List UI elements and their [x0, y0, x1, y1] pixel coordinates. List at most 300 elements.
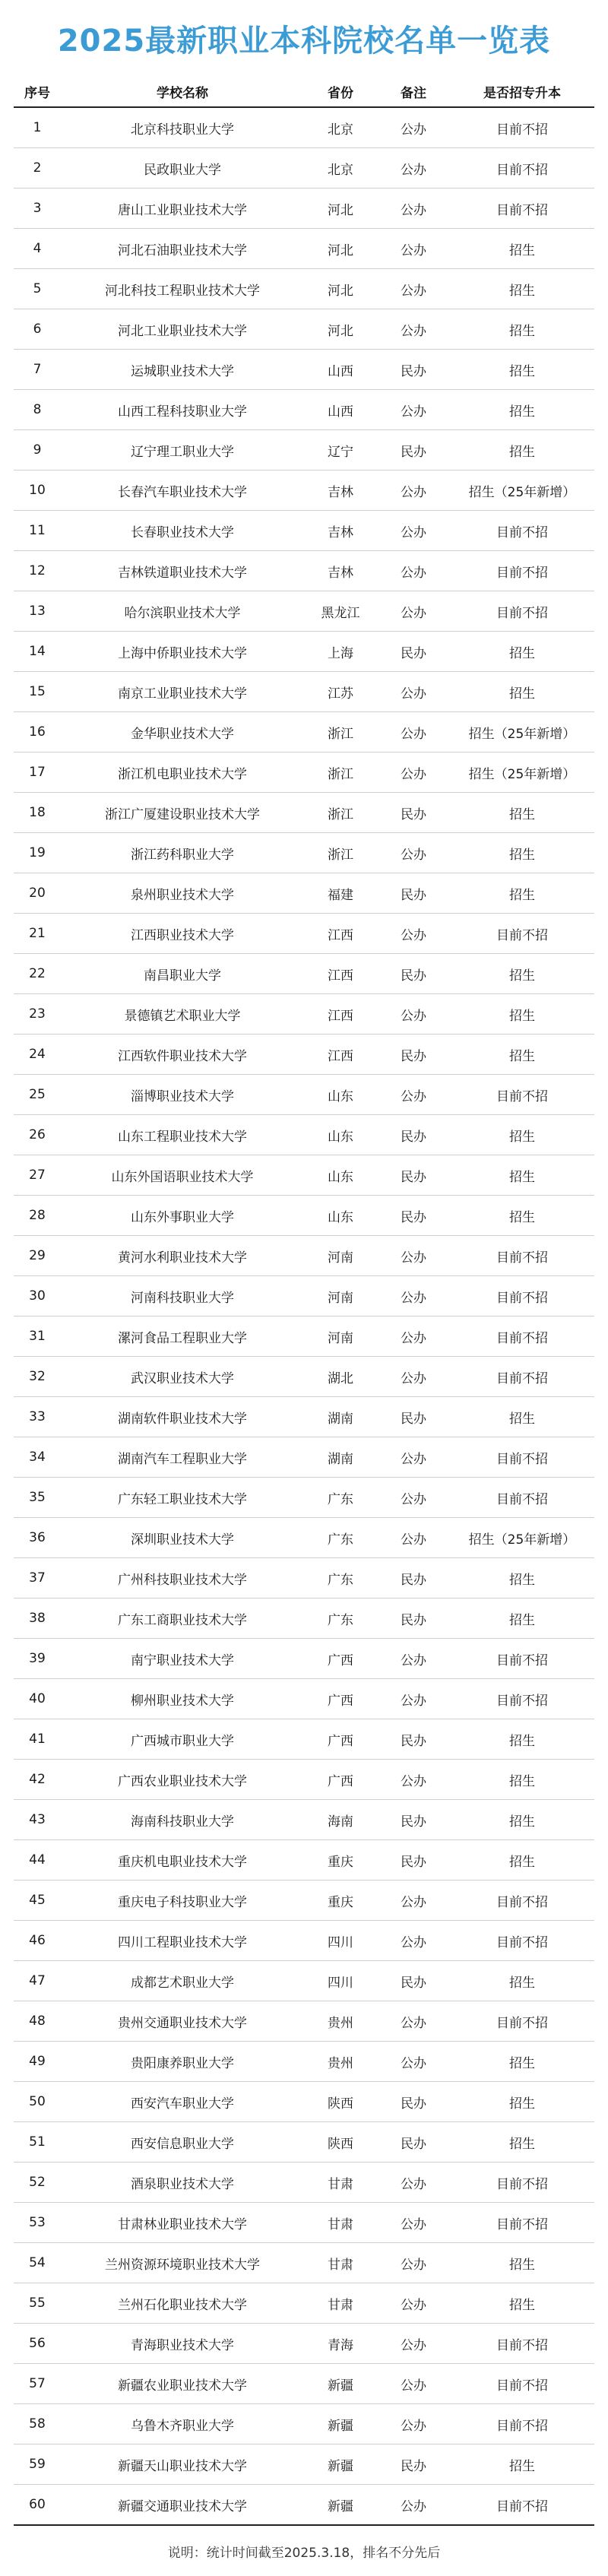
cell-province: 浙江 [304, 753, 377, 793]
cell-note: 公办 [377, 1236, 450, 1276]
header-no: 序号 [14, 76, 61, 107]
cell-no: 18 [14, 793, 61, 833]
cell-recruit-status: 招生 [450, 1115, 594, 1155]
cell-no: 24 [14, 1035, 61, 1075]
cell-school-name: 广东轻工职业技术大学 [61, 1478, 304, 1518]
footer-note: 说明：统计时间截至2025.3.18，排名不分先后 [167, 2545, 441, 2561]
cell-school-name: 贵阳康养职业大学 [61, 2042, 304, 2082]
cell-recruit-status: 目前不招 [450, 2364, 594, 2404]
cell-note: 公办 [377, 1921, 450, 1961]
cell-no: 44 [14, 1840, 61, 1881]
cell-recruit-status: 招生 [450, 1397, 594, 1437]
cell-recruit-status: 招生 [450, 632, 594, 672]
cell-no: 53 [14, 2203, 61, 2243]
cell-province: 河南 [304, 1236, 377, 1276]
cell-no: 36 [14, 1518, 61, 1558]
cell-recruit-status: 招生 [450, 1840, 594, 1881]
cell-province: 新疆 [304, 2364, 377, 2404]
table-row [14, 1719, 594, 1760]
cell-no: 60 [14, 2485, 61, 2526]
table-row [14, 229, 594, 269]
table-row [14, 2082, 594, 2122]
header-name: 学校名称 [61, 76, 304, 107]
cell-province: 海南 [304, 1800, 377, 1840]
cell-no: 25 [14, 1075, 61, 1115]
cell-no: 20 [14, 873, 61, 914]
cell-school-name: 新疆交通职业技术大学 [61, 2485, 304, 2526]
cell-recruit-status: 招生 [450, 1558, 594, 1599]
cell-school-name: 山西工程科技职业大学 [61, 390, 304, 430]
cell-no: 31 [14, 1317, 61, 1357]
cell-no: 14 [14, 632, 61, 672]
cell-recruit-status: 招生（25年新增） [450, 471, 594, 511]
cell-province: 北京 [304, 148, 377, 189]
cell-note: 公办 [377, 1075, 450, 1115]
cell-school-name: 哈尔滨职业技术大学 [61, 591, 304, 632]
cell-province: 山东 [304, 1115, 377, 1155]
cell-note: 民办 [377, 430, 450, 471]
cell-note: 民办 [377, 793, 450, 833]
cell-province: 浙江 [304, 833, 377, 873]
cell-note: 公办 [377, 753, 450, 793]
header-recruit: 是否招专升本 [450, 76, 594, 107]
cell-province: 重庆 [304, 1840, 377, 1881]
cell-recruit-status: 目前不招 [450, 107, 594, 148]
cell-no: 52 [14, 2163, 61, 2203]
cell-note: 民办 [377, 1155, 450, 1196]
cell-school-name: 运城职业技术大学 [61, 350, 304, 390]
cell-province: 甘肃 [304, 2163, 377, 2203]
cell-recruit-status: 招生（25年新增） [450, 1518, 594, 1558]
cell-province: 甘肃 [304, 2283, 377, 2324]
cell-note: 公办 [377, 1760, 450, 1800]
header-province: 省份 [304, 76, 377, 107]
cell-school-name: 江西职业技术大学 [61, 914, 304, 954]
cell-no: 40 [14, 1679, 61, 1719]
cell-school-name: 广西农业职业技术大学 [61, 1760, 304, 1800]
cell-province: 贵州 [304, 2001, 377, 2042]
cell-province: 湖北 [304, 1357, 377, 1397]
university-table [14, 76, 594, 2526]
header-note: 备注 [377, 76, 450, 107]
cell-no: 37 [14, 1558, 61, 1599]
cell-recruit-status: 目前不招 [450, 914, 594, 954]
cell-note: 公办 [377, 2404, 450, 2445]
cell-province: 湖南 [304, 1397, 377, 1437]
cell-recruit-status: 目前不招 [450, 1437, 594, 1478]
cell-no: 9 [14, 430, 61, 471]
cell-note: 公办 [377, 2243, 450, 2283]
header-row [14, 76, 594, 107]
table-row [14, 511, 594, 551]
cell-note: 公办 [377, 1437, 450, 1478]
table-row [14, 1961, 594, 2001]
cell-province: 山东 [304, 1155, 377, 1196]
table-row [14, 2445, 594, 2485]
cell-no: 15 [14, 672, 61, 712]
table-row [14, 1236, 594, 1276]
cell-note: 公办 [377, 2042, 450, 2082]
table-row [14, 954, 594, 994]
table-row [14, 2203, 594, 2243]
cell-note: 公办 [377, 1317, 450, 1357]
table-row [14, 2163, 594, 2203]
cell-school-name: 辽宁理工职业大学 [61, 430, 304, 471]
cell-province: 江苏 [304, 672, 377, 712]
cell-recruit-status: 目前不招 [450, 189, 594, 229]
cell-school-name: 重庆电子科技职业大学 [61, 1881, 304, 1921]
table-row [14, 1075, 594, 1115]
cell-school-name: 景德镇艺术职业大学 [61, 994, 304, 1035]
table-row [14, 1840, 594, 1881]
cell-province: 黑龙江 [304, 591, 377, 632]
table-row [14, 2404, 594, 2445]
cell-school-name: 新疆天山职业技术大学 [61, 2445, 304, 2485]
table-row [14, 430, 594, 471]
cell-note: 公办 [377, 2324, 450, 2364]
cell-note: 民办 [377, 1840, 450, 1881]
cell-recruit-status: 招生 [450, 1155, 594, 1196]
cell-school-name: 湖南汽车工程职业大学 [61, 1437, 304, 1478]
cell-province: 广西 [304, 1760, 377, 1800]
cell-no: 16 [14, 712, 61, 753]
cell-school-name: 武汉职业技术大学 [61, 1357, 304, 1397]
cell-school-name: 长春职业技术大学 [61, 511, 304, 551]
table-row [14, 148, 594, 189]
cell-province: 陕西 [304, 2122, 377, 2163]
cell-province: 上海 [304, 632, 377, 672]
cell-no: 47 [14, 1961, 61, 2001]
cell-no: 7 [14, 350, 61, 390]
cell-no: 22 [14, 954, 61, 994]
cell-recruit-status: 目前不招 [450, 1075, 594, 1115]
cell-school-name: 民政职业大学 [61, 148, 304, 189]
cell-province: 新疆 [304, 2404, 377, 2445]
cell-no: 43 [14, 1800, 61, 1840]
cell-school-name: 贵州交通职业技术大学 [61, 2001, 304, 2042]
cell-no: 13 [14, 591, 61, 632]
table-row [14, 753, 594, 793]
cell-school-name: 南昌职业大学 [61, 954, 304, 994]
table-row [14, 269, 594, 309]
cell-recruit-status: 目前不招 [450, 1276, 594, 1317]
cell-no: 49 [14, 2042, 61, 2082]
table-row [14, 712, 594, 753]
cell-recruit-status: 目前不招 [450, 591, 594, 632]
cell-school-name: 山东外国语职业技术大学 [61, 1155, 304, 1196]
table-row [14, 1679, 594, 1719]
cell-note: 民办 [377, 632, 450, 672]
cell-note: 公办 [377, 148, 450, 189]
cell-school-name: 金华职业技术大学 [61, 712, 304, 753]
cell-note: 公办 [377, 1478, 450, 1518]
cell-school-name: 河北科技工程职业技术大学 [61, 269, 304, 309]
table-row [14, 833, 594, 873]
cell-no: 28 [14, 1196, 61, 1236]
cell-school-name: 黄河水利职业技术大学 [61, 1236, 304, 1276]
cell-recruit-status: 目前不招 [450, 1357, 594, 1397]
table-row [14, 2001, 594, 2042]
cell-school-name: 广西城市职业大学 [61, 1719, 304, 1760]
cell-note: 民办 [377, 1035, 450, 1075]
table-row [14, 1558, 594, 1599]
cell-recruit-status: 招生 [450, 229, 594, 269]
cell-school-name: 南京工业职业技术大学 [61, 672, 304, 712]
table-row [14, 1921, 594, 1961]
cell-note: 公办 [377, 2203, 450, 2243]
cell-province: 辽宁 [304, 430, 377, 471]
cell-no: 17 [14, 753, 61, 793]
cell-recruit-status: 招生 [450, 1599, 594, 1639]
cell-school-name: 兰州石化职业技术大学 [61, 2283, 304, 2324]
cell-recruit-status: 招生 [450, 873, 594, 914]
cell-province: 广西 [304, 1679, 377, 1719]
cell-school-name: 西安汽车职业大学 [61, 2082, 304, 2122]
cell-no: 30 [14, 1276, 61, 1317]
cell-recruit-status: 招生 [450, 1035, 594, 1075]
cell-note: 民办 [377, 2082, 450, 2122]
table-row [14, 1800, 594, 1840]
cell-recruit-status: 目前不招 [450, 2203, 594, 2243]
cell-school-name: 吉林铁道职业技术大学 [61, 551, 304, 591]
cell-school-name: 浙江机电职业技术大学 [61, 753, 304, 793]
cell-note: 民办 [377, 2445, 450, 2485]
cell-school-name: 广东工商职业技术大学 [61, 1599, 304, 1639]
cell-school-name: 浙江药科职业大学 [61, 833, 304, 873]
cell-no: 1 [14, 107, 61, 148]
cell-no: 54 [14, 2243, 61, 2283]
table-row [14, 390, 594, 430]
cell-province: 山东 [304, 1075, 377, 1115]
cell-school-name: 南宁职业技术大学 [61, 1639, 304, 1679]
cell-province: 吉林 [304, 511, 377, 551]
cell-recruit-status: 目前不招 [450, 1478, 594, 1518]
cell-no: 56 [14, 2324, 61, 2364]
cell-recruit-status: 目前不招 [450, 551, 594, 591]
cell-no: 6 [14, 309, 61, 350]
cell-no: 27 [14, 1155, 61, 1196]
cell-no: 35 [14, 1478, 61, 1518]
cell-no: 32 [14, 1357, 61, 1397]
cell-school-name: 山东工程职业技术大学 [61, 1115, 304, 1155]
table-row [14, 2122, 594, 2163]
cell-recruit-status: 招生 [450, 2042, 594, 2082]
cell-recruit-status: 目前不招 [450, 1639, 594, 1679]
cell-province: 河南 [304, 1317, 377, 1357]
cell-no: 5 [14, 269, 61, 309]
table-row [14, 2042, 594, 2082]
cell-note: 民办 [377, 1196, 450, 1236]
cell-recruit-status: 招生 [450, 672, 594, 712]
cell-province: 吉林 [304, 471, 377, 511]
cell-school-name: 河南科技职业大学 [61, 1276, 304, 1317]
cell-recruit-status: 招生（25年新增） [450, 753, 594, 793]
cell-recruit-status: 招生 [450, 309, 594, 350]
table-row [14, 1115, 594, 1155]
table-row [14, 189, 594, 229]
cell-no: 50 [14, 2082, 61, 2122]
table-row [14, 1317, 594, 1357]
table-row [14, 1881, 594, 1921]
cell-note: 民办 [377, 350, 450, 390]
cell-note: 公办 [377, 390, 450, 430]
table-row [14, 1276, 594, 1317]
cell-province: 江西 [304, 1035, 377, 1075]
cell-recruit-status: 招生 [450, 1760, 594, 1800]
table-row [14, 873, 594, 914]
cell-no: 58 [14, 2404, 61, 2445]
cell-school-name: 深圳职业技术大学 [61, 1518, 304, 1558]
cell-recruit-status: 招生 [450, 2283, 594, 2324]
cell-province: 河北 [304, 269, 377, 309]
table-row [14, 591, 594, 632]
cell-no: 2 [14, 148, 61, 189]
table-row [14, 107, 594, 148]
table-row [14, 350, 594, 390]
cell-recruit-status: 招生 [450, 430, 594, 471]
cell-province: 山西 [304, 390, 377, 430]
cell-province: 江西 [304, 914, 377, 954]
cell-school-name: 成都艺术职业大学 [61, 1961, 304, 2001]
cell-note: 公办 [377, 914, 450, 954]
cell-province: 甘肃 [304, 2243, 377, 2283]
cell-recruit-status: 目前不招 [450, 1236, 594, 1276]
cell-province: 河北 [304, 229, 377, 269]
cell-no: 45 [14, 1881, 61, 1921]
cell-note: 公办 [377, 511, 450, 551]
cell-note: 公办 [377, 1518, 450, 1558]
cell-recruit-status: 目前不招 [450, 148, 594, 189]
cell-no: 41 [14, 1719, 61, 1760]
cell-note: 公办 [377, 2283, 450, 2324]
cell-province: 山东 [304, 1196, 377, 1236]
table-row [14, 1478, 594, 1518]
cell-school-name: 酒泉职业技术大学 [61, 2163, 304, 2203]
cell-note: 公办 [377, 107, 450, 148]
cell-recruit-status: 招生 [450, 390, 594, 430]
cell-school-name: 泉州职业技术大学 [61, 873, 304, 914]
cell-school-name: 长春汽车职业技术大学 [61, 471, 304, 511]
cell-school-name: 兰州资源环境职业技术大学 [61, 2243, 304, 2283]
cell-no: 55 [14, 2283, 61, 2324]
cell-province: 福建 [304, 873, 377, 914]
cell-recruit-status: 招生 [450, 1961, 594, 2001]
cell-school-name: 浙江广厦建设职业技术大学 [61, 793, 304, 833]
cell-school-name: 漯河食品工程职业大学 [61, 1317, 304, 1357]
cell-province: 浙江 [304, 712, 377, 753]
cell-school-name: 江西软件职业技术大学 [61, 1035, 304, 1075]
cell-no: 4 [14, 229, 61, 269]
cell-no: 38 [14, 1599, 61, 1639]
table-row [14, 1357, 594, 1397]
cell-province: 重庆 [304, 1881, 377, 1921]
cell-province: 广东 [304, 1599, 377, 1639]
cell-recruit-status: 招生 [450, 2445, 594, 2485]
cell-recruit-status: 目前不招 [450, 1679, 594, 1719]
cell-recruit-status: 目前不招 [450, 2163, 594, 2203]
cell-province: 广东 [304, 1558, 377, 1599]
cell-school-name: 四川工程职业技术大学 [61, 1921, 304, 1961]
cell-note: 民办 [377, 1115, 450, 1155]
cell-note: 公办 [377, 591, 450, 632]
cell-note: 公办 [377, 994, 450, 1035]
cell-no: 29 [14, 1236, 61, 1276]
table-row [14, 672, 594, 712]
cell-school-name: 淄博职业技术大学 [61, 1075, 304, 1115]
cell-note: 民办 [377, 873, 450, 914]
table-row [14, 1437, 594, 1478]
cell-note: 公办 [377, 269, 450, 309]
cell-note: 民办 [377, 1397, 450, 1437]
cell-province: 广西 [304, 1639, 377, 1679]
cell-province: 河南 [304, 1276, 377, 1317]
cell-no: 26 [14, 1115, 61, 1155]
cell-school-name: 广州科技职业技术大学 [61, 1558, 304, 1599]
cell-note: 民办 [377, 1961, 450, 2001]
cell-recruit-status: 招生 [450, 994, 594, 1035]
cell-school-name: 海南科技职业大学 [61, 1800, 304, 1840]
table-row [14, 2283, 594, 2324]
cell-province: 浙江 [304, 793, 377, 833]
table-body [14, 107, 594, 2525]
cell-province: 四川 [304, 1961, 377, 2001]
cell-school-name: 柳州职业技术大学 [61, 1679, 304, 1719]
cell-province: 甘肃 [304, 2203, 377, 2243]
cell-no: 48 [14, 2001, 61, 2042]
cell-note: 公办 [377, 833, 450, 873]
cell-note: 公办 [377, 1679, 450, 1719]
cell-school-name: 湖南软件职业技术大学 [61, 1397, 304, 1437]
cell-province: 湖南 [304, 1437, 377, 1478]
cell-no: 21 [14, 914, 61, 954]
table-row [14, 1397, 594, 1437]
table-row [14, 793, 594, 833]
cell-province: 陕西 [304, 2082, 377, 2122]
cell-school-name: 甘肃林业职业技术大学 [61, 2203, 304, 2243]
cell-no: 12 [14, 551, 61, 591]
cell-recruit-status: 招生 [450, 2122, 594, 2163]
cell-note: 公办 [377, 712, 450, 753]
cell-recruit-status: 招生（25年新增） [450, 712, 594, 753]
table-row [14, 2485, 594, 2526]
table-row [14, 1155, 594, 1196]
cell-note: 民办 [377, 1719, 450, 1760]
cell-recruit-status: 目前不招 [450, 1921, 594, 1961]
cell-province: 青海 [304, 2324, 377, 2364]
cell-no: 10 [14, 471, 61, 511]
cell-school-name: 河北石油职业技术大学 [61, 229, 304, 269]
cell-recruit-status: 招生 [450, 793, 594, 833]
cell-recruit-status: 招生 [450, 269, 594, 309]
cell-note: 公办 [377, 1639, 450, 1679]
cell-no: 51 [14, 2122, 61, 2163]
cell-note: 公办 [377, 189, 450, 229]
cell-province: 广西 [304, 1719, 377, 1760]
cell-no: 33 [14, 1397, 61, 1437]
cell-province: 贵州 [304, 2042, 377, 2082]
table-row [14, 2243, 594, 2283]
table-row [14, 1639, 594, 1679]
table-header [14, 76, 594, 107]
cell-school-name: 唐山工业职业技术大学 [61, 189, 304, 229]
table-row [14, 2324, 594, 2364]
cell-province: 江西 [304, 954, 377, 994]
cell-province: 山西 [304, 350, 377, 390]
table-row [14, 1518, 594, 1558]
cell-school-name: 青海职业技术大学 [61, 2324, 304, 2364]
cell-recruit-status: 目前不招 [450, 511, 594, 551]
cell-recruit-status: 招生 [450, 1719, 594, 1760]
